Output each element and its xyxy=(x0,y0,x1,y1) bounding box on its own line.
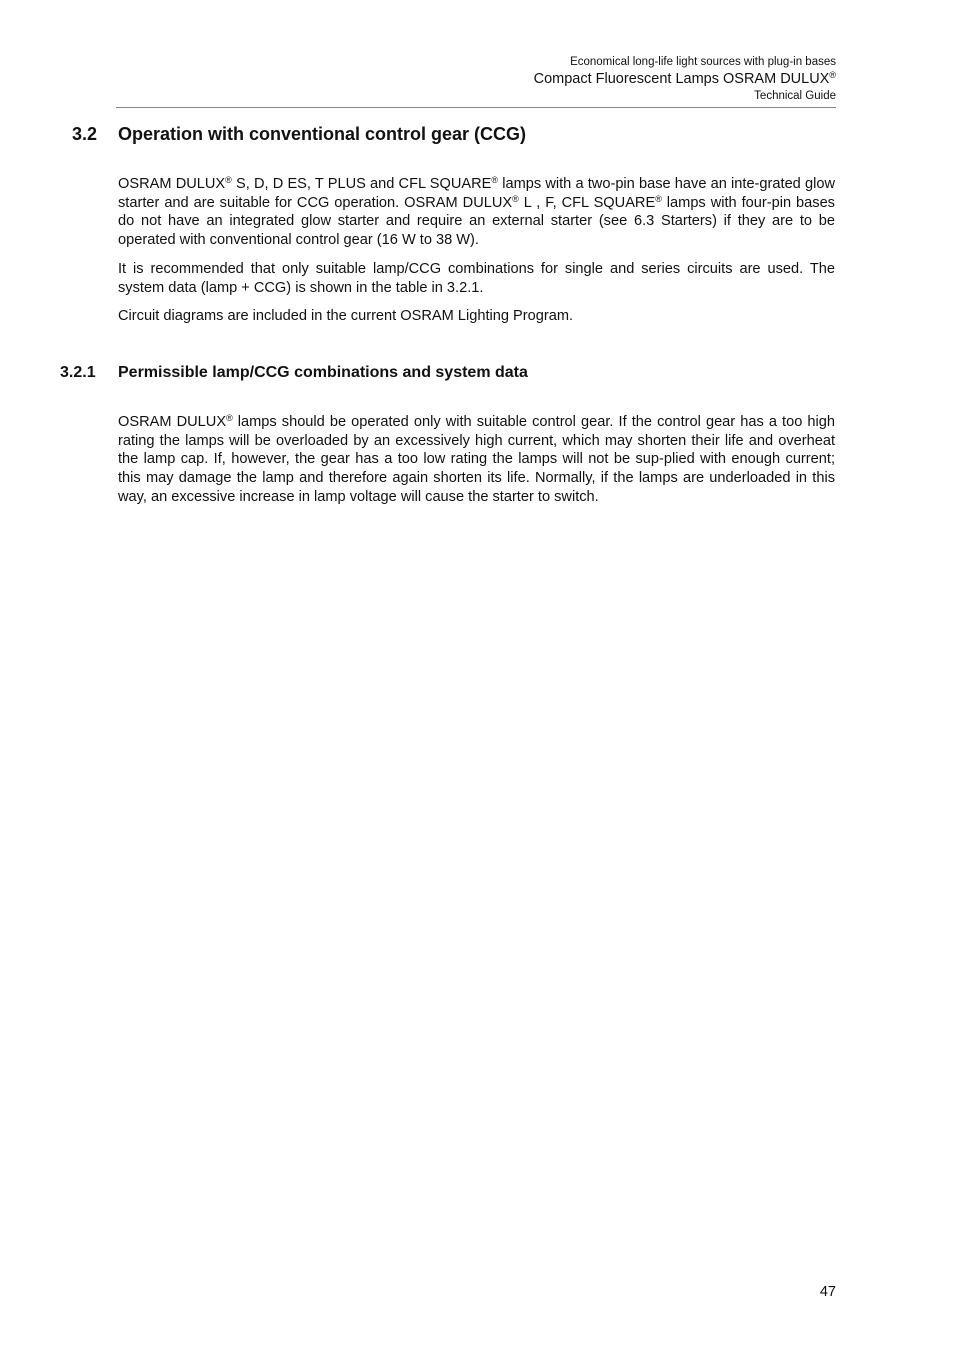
header-line-1: Economical long-life light sources with plug-in bases xyxy=(570,56,836,68)
subsection-number: 3.2.1 xyxy=(60,364,96,381)
header-line-2 xyxy=(534,71,836,88)
subsection-heading xyxy=(60,364,528,382)
registered-mark: ® xyxy=(829,69,836,80)
header-line-3: Technical Guide xyxy=(754,90,836,103)
subsection-title: Permissible lamp/CCG combinations and system data xyxy=(118,364,528,381)
section-paragraph-3: Circuit diagrams are included in the current OSRAM Lighting Program. xyxy=(118,308,574,324)
section-title: Operation with conventional control gear (CCG) xyxy=(118,124,527,144)
section-paragraph-2: It is recommended that only suitable lamp/CCG combinations for single and series circuits are used. The system data (lamp + CCG) is shown in the table in 3.2.1. xyxy=(118,261,835,296)
running-header xyxy=(534,56,836,104)
subsection-paragraph-1: OSRAM DULUX® lamps should be operated only with suitable control gear. If the control gear has a too high rating the lamps will be overloaded by an excessively high current, which may shorten their life and overheat the lamp cap. If, however, the gear has a too low rating the lamps will not be sup-plied with enough current; this may damage the lamp and therefore again shorten its life. Normally, if the lamps are underloaded in this way, an excessive increase in lamp voltage will cause the starter to switch. xyxy=(118,413,835,505)
section-heading xyxy=(72,124,526,145)
header-rule xyxy=(116,107,836,108)
section-number: 3.2 xyxy=(72,124,98,144)
header-title: Compact Fluorescent Lamps OSRAM DULUX xyxy=(533,70,830,87)
page-number: 47 xyxy=(819,1284,836,1300)
section-paragraph-1: OSRAM DULUX® S, D, D ES, T PLUS and CFL SQUARE® lamps with a two-pin base have an inte-grated glow starter and are suitable for CCG operation. OSRAM DULUX® L , F, CFL SQUARE® lamps with four-pin bases do not have an integrated glow starter and require an external starter (see 6.3 Starters) if they are to be operated with conventional control gear (16 W to 38 W). xyxy=(118,175,835,249)
